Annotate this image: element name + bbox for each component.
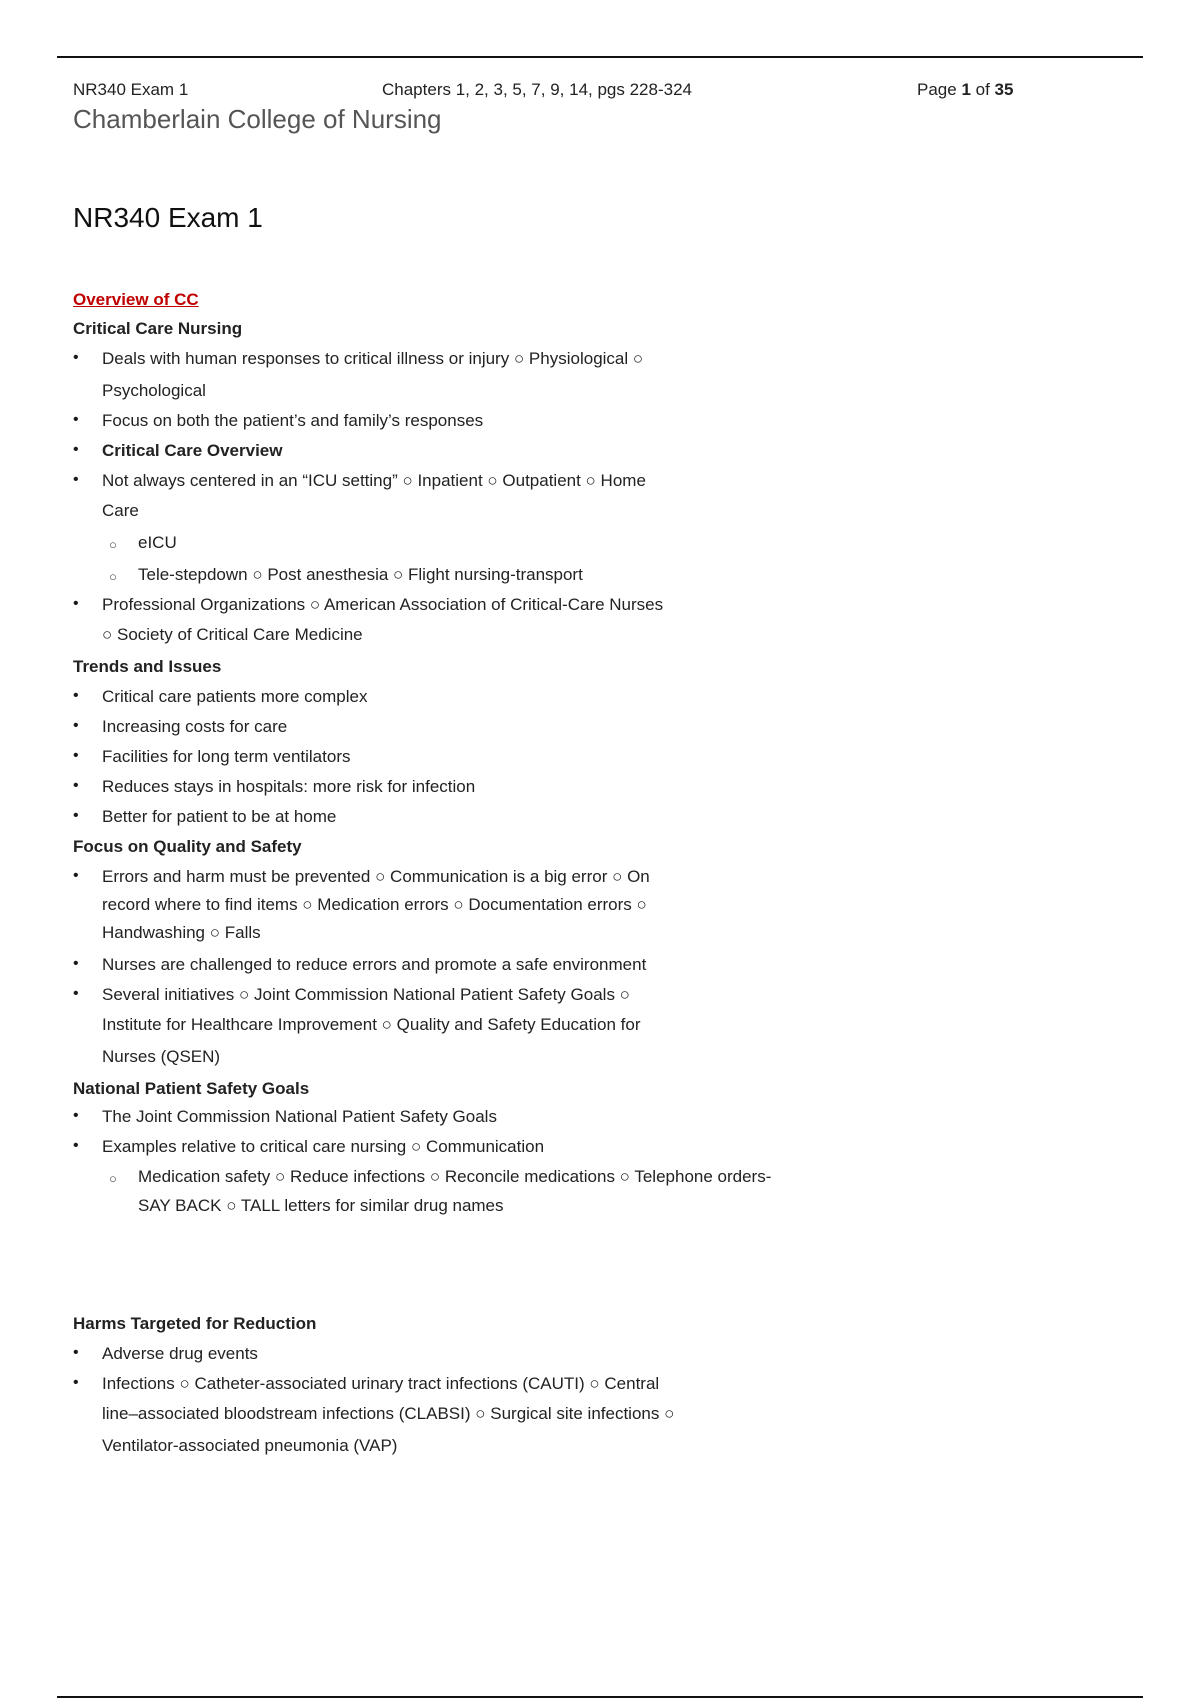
bullet-icon: • — [73, 717, 79, 734]
list-item: Reduces stays in hospitals: more risk for infection — [102, 777, 476, 796]
bullet-icon: • — [73, 747, 79, 764]
footer-rule — [57, 1696, 1143, 1698]
list-item: Infections ○ Catheter-associated urinary tract infections (CAUTI) ○ Central — [102, 1374, 660, 1393]
bullet-icon: • — [73, 349, 79, 366]
list-item-cont: Nurses (QSEN) — [102, 1047, 221, 1066]
bullet-icon: • — [73, 867, 79, 884]
circle-bullet-icon: ○ — [109, 569, 117, 584]
list-item: Several initiatives ○ Joint Commission National Patient Safety Goals ○ — [102, 985, 630, 1004]
list-item: Deals with human responses to critical illness or injury ○ Physiological ○ — [102, 349, 644, 368]
heading-trends-and-issues: Trends and Issues — [73, 657, 222, 676]
bullet-icon: • — [73, 687, 79, 704]
bullet-icon: • — [73, 1344, 79, 1361]
college-name: Chamberlain College of Nursing — [73, 104, 442, 134]
page-indicator: Page 1 of 35 — [917, 80, 1014, 99]
circle-bullet-icon: ○ — [109, 537, 117, 552]
bullet-icon: • — [73, 1374, 79, 1391]
sub-list-item: eICU — [138, 533, 177, 552]
list-item-cont: Handwashing ○ Falls — [102, 923, 261, 942]
bullet-icon: • — [73, 807, 79, 824]
sub-list-item: Tele-stepdown ○ Post anesthesia ○ Flight nursing-transport — [138, 565, 583, 584]
list-item-critical-care-overview: Critical Care Overview — [102, 441, 283, 460]
bullet-icon: • — [73, 777, 79, 794]
bullet-icon: • — [73, 1137, 79, 1154]
circle-bullet-icon: ○ — [109, 1171, 117, 1186]
section-overview: Overview of CC — [73, 290, 199, 309]
list-item: Facilities for long term ventilators — [102, 747, 351, 766]
bullet-icon: • — [73, 411, 79, 428]
list-item: Better for patient to be at home — [102, 807, 337, 826]
list-item: Errors and harm must be prevented ○ Communication is a big error ○ On — [102, 867, 650, 886]
sub-list-item: Medication safety ○ Reduce infections ○ Reconcile medications ○ Telephone orders- — [138, 1167, 772, 1186]
list-item-cont: Institute for Healthcare Improvement ○ Quality and Safety Education for — [102, 1015, 641, 1034]
bullet-icon: • — [73, 471, 79, 488]
list-item: Not always centered in an “ICU setting” ○ Inpatient ○ Outpatient ○ Home — [102, 471, 646, 490]
header-rule — [57, 56, 1143, 58]
list-item-cont: line–associated bloodstream infections (CLABSI) ○ Surgical site infections ○ — [102, 1404, 675, 1423]
bullet-icon: • — [73, 985, 79, 1002]
bullet-icon: • — [73, 955, 79, 972]
bullet-icon: • — [73, 441, 79, 458]
list-item-cont: Care — [102, 501, 139, 520]
heading-quality-and-safety: Focus on Quality and Safety — [73, 837, 302, 856]
list-item-cont: ○ Society of Critical Care Medicine — [102, 625, 363, 644]
list-item: Focus on both the patient’s and family’s responses — [102, 411, 484, 430]
heading-harms-targeted: Harms Targeted for Reduction — [73, 1314, 317, 1333]
list-item-cont: Ventilator-associated pneumonia (VAP) — [102, 1436, 398, 1455]
list-item: Increasing costs for care — [102, 717, 288, 736]
list-item: Adverse drug events — [102, 1344, 258, 1363]
sub-list-item-cont: SAY BACK ○ TALL letters for similar drug names — [138, 1196, 504, 1215]
list-item: Nurses are challenged to reduce errors and promote a safe environment — [102, 955, 647, 974]
heading-critical-care-nursing: Critical Care Nursing — [73, 319, 243, 338]
list-item-cont: record where to find items ○ Medication errors ○ Documentation errors ○ — [102, 895, 647, 914]
header-left: NR340 Exam 1 — [73, 80, 189, 99]
document-title: NR340 Exam 1 — [73, 202, 263, 233]
list-item-cont: Psychological — [102, 381, 206, 400]
list-item: Critical care patients more complex — [102, 687, 368, 706]
bullet-icon: • — [73, 1107, 79, 1124]
heading-national-patient-safety-goals: National Patient Safety Goals — [73, 1079, 310, 1098]
bullet-icon: • — [73, 595, 79, 612]
list-item: Examples relative to critical care nursing ○ Communication — [102, 1137, 545, 1156]
list-item: Professional Organizations ○ American Association of Critical-Care Nurses — [102, 595, 664, 614]
header-chapters: Chapters 1, 2, 3, 5, 7, 9, 14, pgs 228-324 — [382, 80, 692, 99]
list-item: The Joint Commission National Patient Safety Goals — [102, 1107, 497, 1126]
